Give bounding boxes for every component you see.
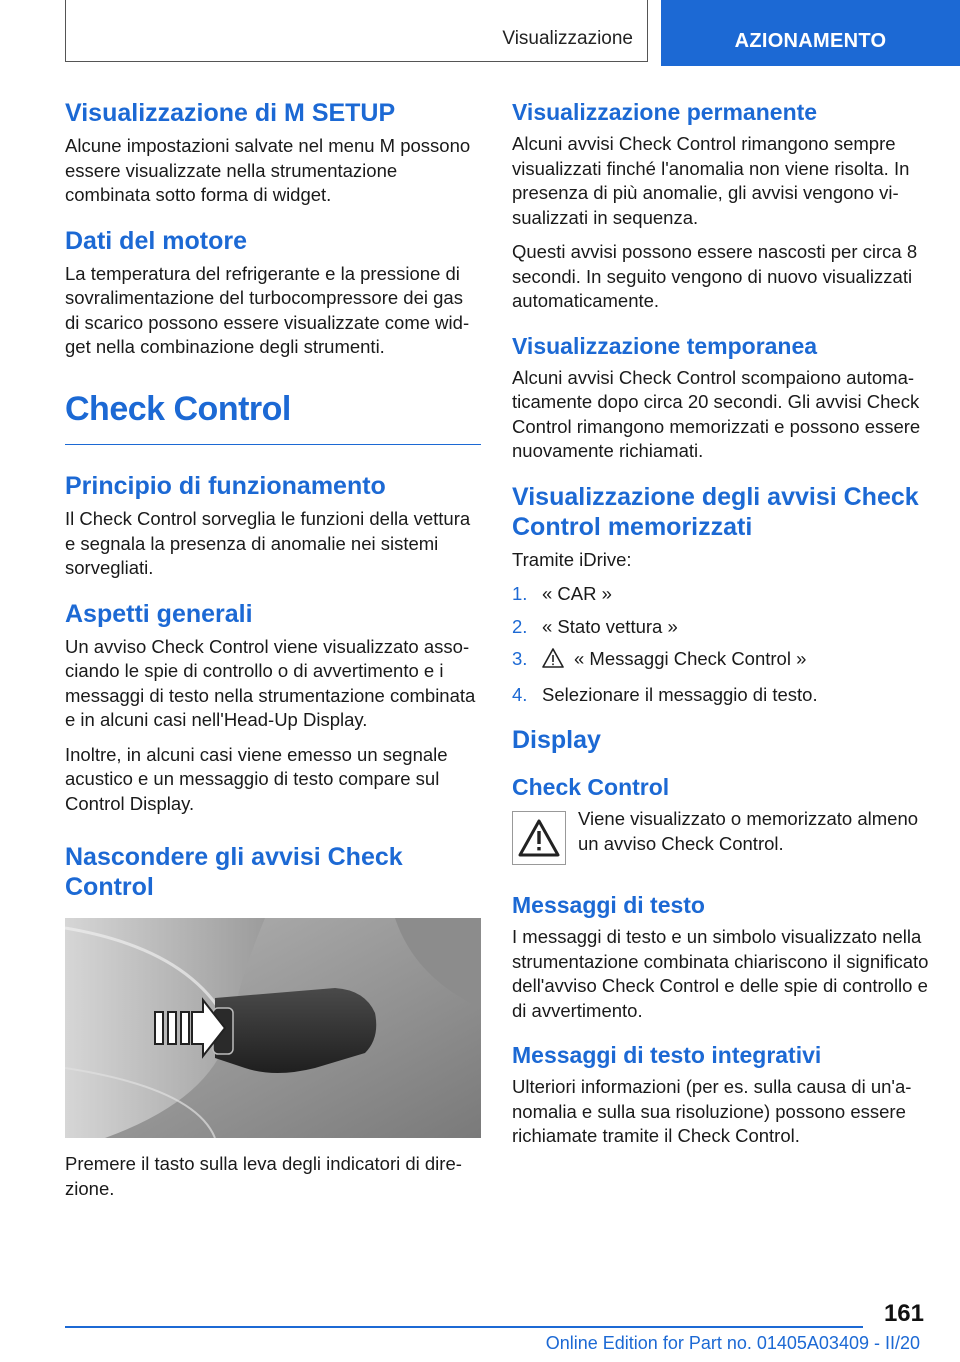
list-item: 3. « Messaggi Check Control » (512, 647, 932, 675)
header-chapter-tab: AZIONAMENTO (661, 0, 960, 66)
warning-triangle-icon (542, 648, 564, 675)
section-display (512, 725, 932, 865)
list-item: 1. « CAR » (512, 583, 612, 604)
header-section-box (65, 0, 648, 62)
turn-signal-lever-image (65, 918, 481, 1138)
msetup-text: Alcune impostazioni salvate nel menu M possono essere visualizzate nella strumentazione combinata sotto forma di widget. (65, 135, 471, 205)
motor-text: La temperatura del refrigerante e la pressione di sovralimentazione del turbocompressore dei gas di scarico possono essere visualizzate come widget nella combinazione degli strumenti. (65, 262, 470, 357)
lever-illustration (65, 918, 481, 1138)
header-section-title: Visualizzazione (502, 28, 633, 49)
extra-messages-text: Ulteriori informazioni (per es. sulla causa di un'anomalia e sulla sua risoluzione) possono essere richiamate tramite il Check Control. (512, 1076, 912, 1146)
footer-edition: Online Edition for Part no. 01405A03409 - II/20 (545, 1333, 920, 1353)
general-text-1: Un avviso Check Control viene visualizzato associando le spie di controllo o di avvertimento e i messaggi di testo nella strumentazione combinata e in alcuni casi nell'Head-Up Display. (65, 635, 476, 730)
section-general (65, 599, 481, 817)
permanent-text-1: Alcuni avvisi Check Control rimangono sempre visualizzati finché l'anomalia non viene risolta. In presenza di più anomalie, gli avvisi vengono visualizzati in sequenza. (512, 133, 910, 228)
general-text-2: Inoltre, in alcuni casi viene emesso un segnale acustico e un messaggio di testo compare sul Control Display. (65, 743, 448, 814)
stored-heading: Visualizzazione degli avvisi Check Control memorizzati (512, 482, 919, 541)
list-item: 4. Selezionare il messaggio di testo. (512, 683, 818, 705)
section-extra-messages (512, 1041, 932, 1149)
section-messages (512, 891, 932, 1023)
cc-sub-text: Viene visualizzato o memorizzato almeno un avviso Check Control. (578, 808, 919, 854)
section-hide (65, 842, 481, 1201)
warning-triangle-icon (512, 811, 566, 865)
section-msetup (65, 98, 481, 208)
section-check-control (65, 388, 481, 446)
left-column (65, 98, 481, 1211)
section-stored (512, 482, 932, 708)
permanent-heading: Visualizzazione permanente (512, 99, 818, 125)
list-item: 2. « Stato vettura » (512, 615, 678, 637)
messages-text: I messaggi di testo e un simbolo visualizzato nella strumentazione combinata chiariscono il significato dell'avviso Check Control e delle spie di controllo e di avvertimento. (512, 926, 929, 1021)
temporary-text: Alcuni avvisi Check Control scompaiono automaticamente dopo circa 20 secondi. Gli avvisi Check Control rimangono memorizzati e possono essere nuovamente richiamati. (512, 366, 921, 461)
page-number: 161 (883, 1300, 924, 1327)
section-permanent (512, 98, 932, 314)
heading-rule (65, 444, 481, 446)
footer-rule (65, 1326, 863, 1328)
principle-heading: Principio di funzionamento (65, 472, 386, 500)
cc-sub-heading: Check Control (512, 774, 670, 800)
stored-intro: Tramite iDrive: (512, 548, 632, 570)
temporary-heading: Visualizzazione temporanea (512, 332, 818, 359)
page-header (0, 0, 960, 66)
check-control-heading: Check Control (65, 389, 291, 428)
motor-heading: Dati del motore (65, 226, 247, 255)
messages-heading: Messaggi di testo (512, 892, 705, 918)
principle-text: Il Check Control sorveglia le funzioni della vettura e segnala la presenza di anomalie nei sistemi sorvegliati. (65, 508, 471, 578)
cc-indicator-row (512, 807, 932, 865)
steps-list (512, 582, 932, 707)
section-motor (65, 226, 481, 360)
display-heading: Display (512, 726, 601, 754)
permanent-text-2: Questi avvisi possono essere nascosti per circa 8 secondi. In seguito vengono di nuovo visualizzati automaticamente. (512, 241, 918, 311)
section-temporary (512, 332, 932, 464)
extra-messages-heading: Messaggi di testo integrativi (512, 1042, 822, 1068)
section-principle (65, 471, 481, 581)
right-column (512, 98, 932, 1167)
hide-heading: Nascondere gli avvisi Check Control (65, 843, 403, 901)
msetup-heading: Visualizzazione di M SETUP (65, 99, 396, 127)
general-heading: Aspetti generali (65, 599, 253, 628)
hide-caption: Premere il tasto sulla leva degli indicatori di direzione. (65, 1153, 462, 1199)
